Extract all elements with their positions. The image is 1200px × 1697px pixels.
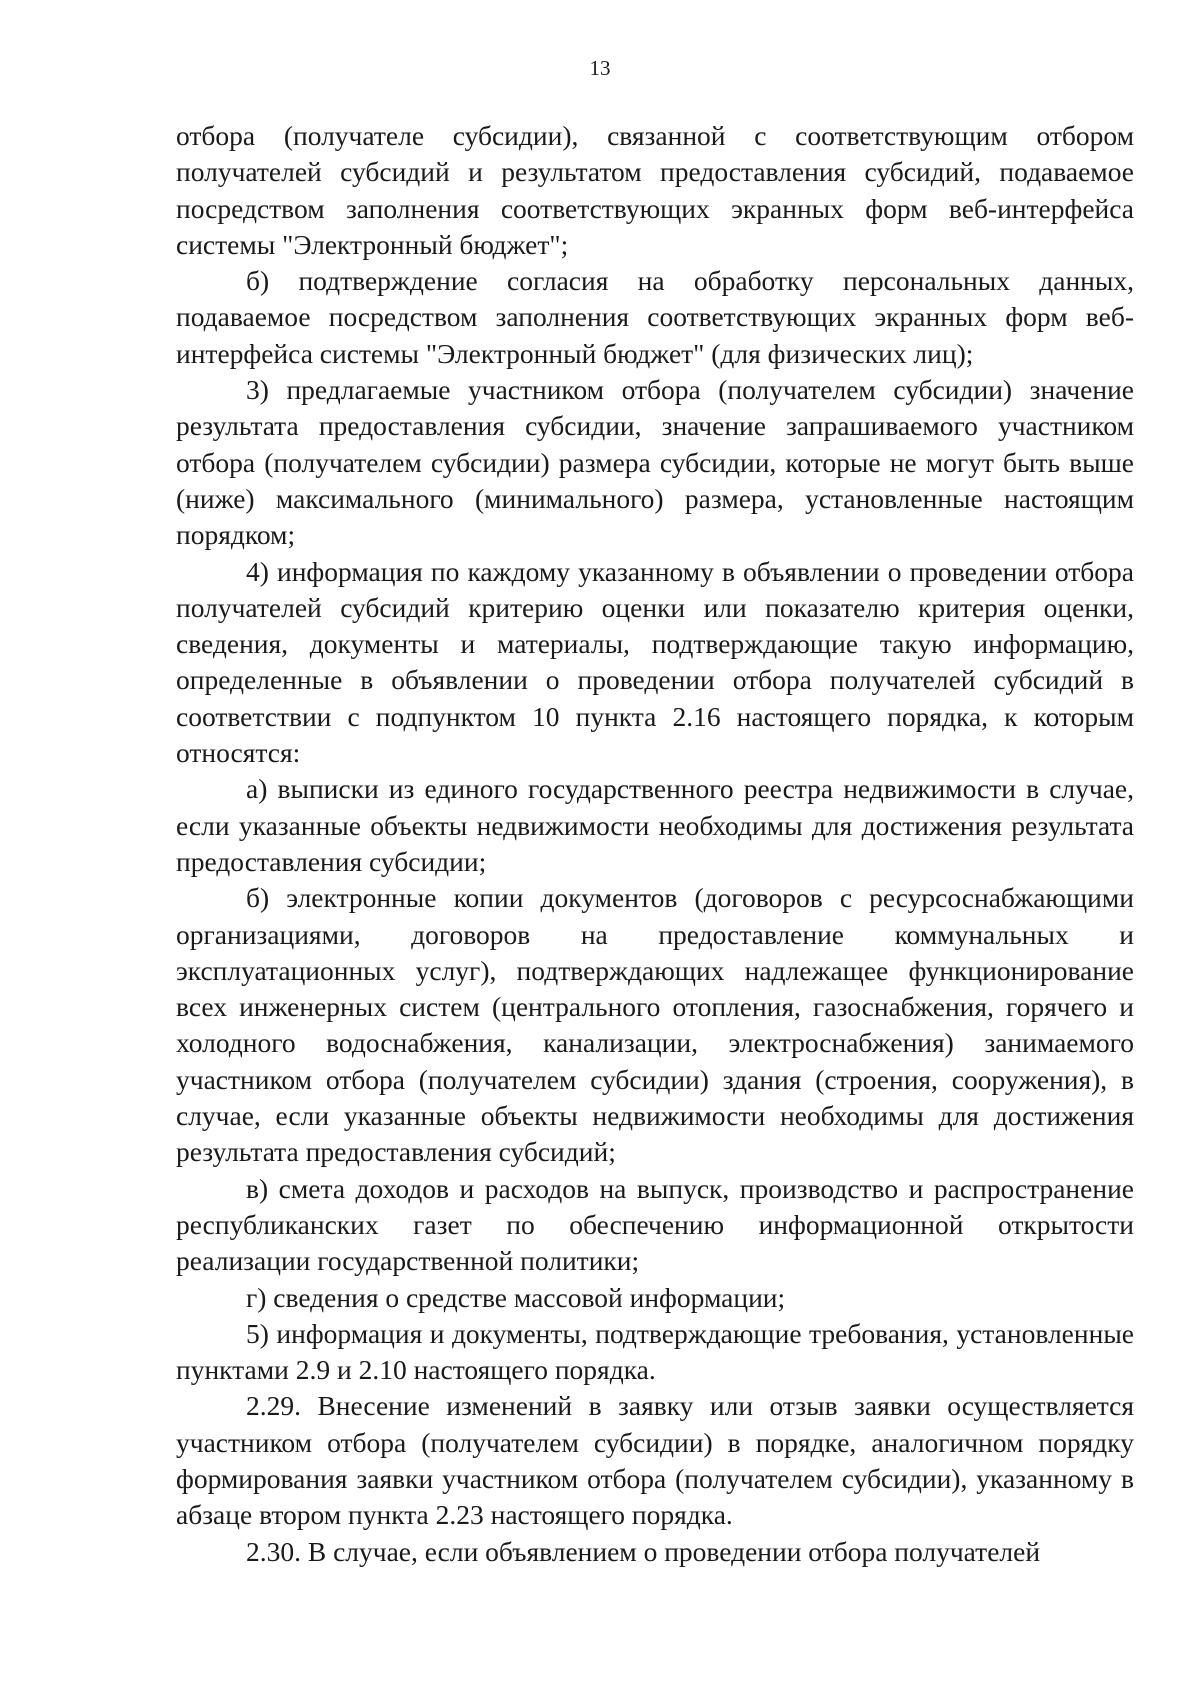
page-number: 13 xyxy=(589,56,611,80)
paragraph: 2.30. В случае, если объявлением о проведении отбора получателей xyxy=(246,1535,1041,1567)
paragraph: г) сведения о средстве массовой информации; xyxy=(246,1281,786,1313)
paragraph: а) выписки из единого государственного реестра недвижимости в случае, если указанные объекты недвижимости необходимы для достижения результата предоставления субсидии; xyxy=(176,773,1134,877)
document-body xyxy=(176,118,1134,1570)
paragraph: 2.29. Внесение изменений в заявку или отзыв заявки осуществляется участником отбора (получателем субсидии) в порядке, аналогичном порядку формирования заявки участником отбора (получателем субсидии), указанному в абзаце втором пункта 2.23 настоящего порядка. xyxy=(176,1390,1134,1531)
paragraph: б) электронные копии документов (договоров с ресурсоснабжающими организациями, договоров на предоставление коммунальных и эксплуатационных услуг), подтверждающих надлежащее функционирование всех инженерных систем (центрального отопления, газоснабжения, горячего и холодного водоснабжения, канализации, электроснабжения) занимаемого участником отбора (получателем субсидии) здания (строения, сооружения), в случае, если указанные объекты недвижимости необходимы для достижения результата предоставления субсидий; xyxy=(176,882,1134,1168)
paragraph: в) смета доходов и расходов на выпуск, производство и распространение республиканских газет по обеспечению информационной открытости реализации государственной политики; xyxy=(176,1172,1134,1277)
paragraph: 5) информация и документы, подтверждающие требования, установленные пунктами 2.9 и 2.10 настоящего порядка. xyxy=(176,1317,1134,1386)
paragraph: 4) информация по каждому указанному в объявлении о проведении отбора получателей субсидий критерию оценки или показателю критерия оценки, сведения, документы и материалы, подтверждающие такую информацию, определенные в объявлении о проведении отбора получателей субсидий в соответствии с подпунктом 10 пункта 2.16 настоящего порядка, к которым относятся: xyxy=(176,555,1134,769)
paragraph: отбора (получателе субсидии), связанной с соответствующим отбором получателей субсидий и результатом предоставления субсидий, подаваемое посредством заполнения соответствующих экранных форм веб-интерфейса системы "Электронный бюджет"; xyxy=(176,120,1134,260)
paragraph: 3) предлагаемые участником отбора (получателем субсидии) значение результата предоставления субсидии, значение запрашиваемого участником отбора (получателем субсидии) размера субсидии, которые не могут быть выше (ниже) максимального (минимального) размера, установленные настоящим порядком; xyxy=(176,374,1134,551)
paragraph: б) подтверждение согласия на обработку персональных данных, подаваемое посредством заполнения соответствующих экранных форм веб-интерфейса системы "Электронный бюджет" (для физических лиц); xyxy=(176,265,1134,369)
